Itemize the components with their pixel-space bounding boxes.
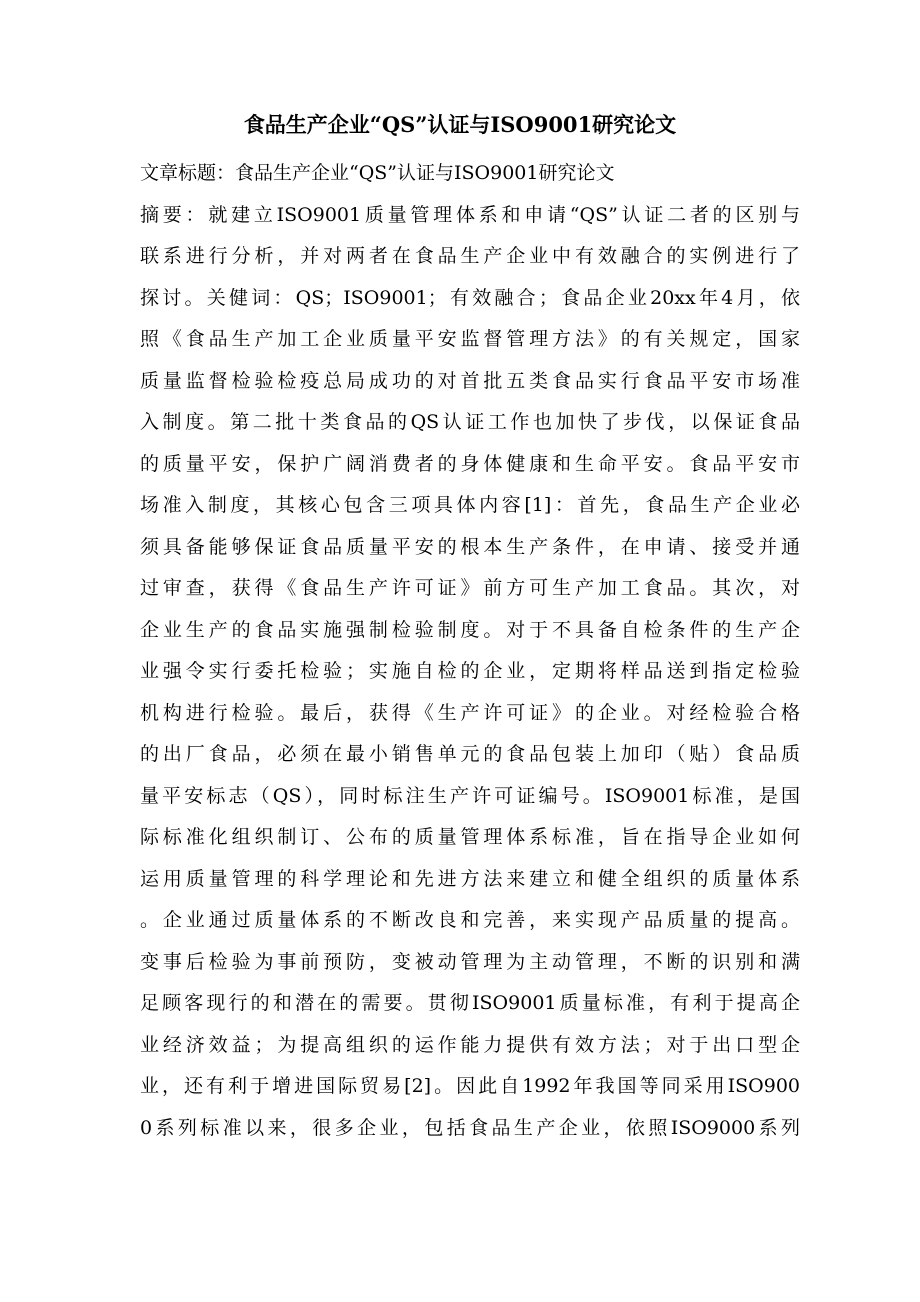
body-line-9: 场准入制度，其核心包含三项具体内容[1]：首先，食品生产企业必 bbox=[140, 494, 800, 516]
body-line-21: 足顾客现行的和潜在的需要。贯彻ISO9001质量标准，有利于提高企 bbox=[140, 992, 800, 1014]
body-line-7: 入制度。第二批十类食品的QS认证工作也加快了步伐，以保证食品 bbox=[140, 411, 800, 433]
document-title: 食品生产企业“QS”认证与ISO9001研究论文 bbox=[243, 112, 677, 137]
body-line-1: 文章标题：食品生产企业“QS”认证与ISO9001研究论文 bbox=[140, 162, 615, 184]
body-line-15: 的出厂食品，必须在最小销售单元的食品包装上加印（贴）食品质 bbox=[140, 743, 800, 765]
document-body bbox=[140, 153, 800, 1149]
body-line-24: 0系列标准以来，很多企业，包括食品生产企业，依照ISO9000系列 bbox=[140, 1116, 800, 1139]
body-line-4: 探讨。关健词：QS；ISO9001；有效融合；食品企业20xx年4月，依 bbox=[140, 286, 800, 309]
body-line-5: 照《食品生产加工企业质量平安监督管理方法》的有关规定，国家 bbox=[140, 328, 800, 350]
body-line-19: 。企业通过质量体系的不断改良和完善，来实现产品质量的提高。 bbox=[140, 909, 800, 931]
body-line-17: 际标准化组织制订、公布的质量管理体系标准，旨在指导企业如何 bbox=[140, 826, 800, 848]
body-line-8: 的质量平安，保护广阔消费者的身体健康和生命平安。食品平安市 bbox=[140, 452, 800, 475]
body-line-10: 须具备能够保证食品质量平安的根本生产条件，在申请、接受并通 bbox=[140, 535, 800, 558]
body-line-22: 业经济效益；为提高组织的运作能力提供有效方法；对于出口型企 bbox=[140, 1033, 800, 1056]
body-line-18: 运用质量管理的科学理论和先进方法来建立和健全组织的质量体系 bbox=[140, 867, 800, 890]
body-line-6: 质量监督检验检疫总局成功的对首批五类食品实行食品平安市场准 bbox=[140, 369, 800, 392]
body-line-11: 过审查，获得《食品生产许可证》前方可生产加工食品。其次，对 bbox=[140, 577, 800, 599]
body-line-12: 企业生产的食品实施强制检验制度。对于不具备自检条件的生产企 bbox=[140, 618, 800, 641]
body-line-3: 联系进行分析，并对两者在食品生产企业中有效融合的实例进行了 bbox=[140, 245, 800, 267]
body-line-16: 量平安标志（QS），同时标注生产许可证编号。ISO9001标准，是国 bbox=[140, 784, 800, 807]
body-line-13: 业强令实行委托检验；实施自检的企业，定期将样品送到指定检验 bbox=[140, 660, 800, 682]
body-line-23: 业，还有利于增进国际贸易[2]。因此自1992年我国等同采用ISO900 bbox=[140, 1075, 800, 1097]
body-line-14: 机构进行检验。最后，获得《生产许可证》的企业。对经检验合格 bbox=[140, 701, 800, 724]
body-line-2: 摘要：就建立ISO9001质量管理体系和申请“QS”认证二者的区别与 bbox=[140, 203, 800, 226]
body-line-20: 变事后检验为事前预防，变被动管理为主动管理，不断的识别和满 bbox=[140, 950, 800, 973]
